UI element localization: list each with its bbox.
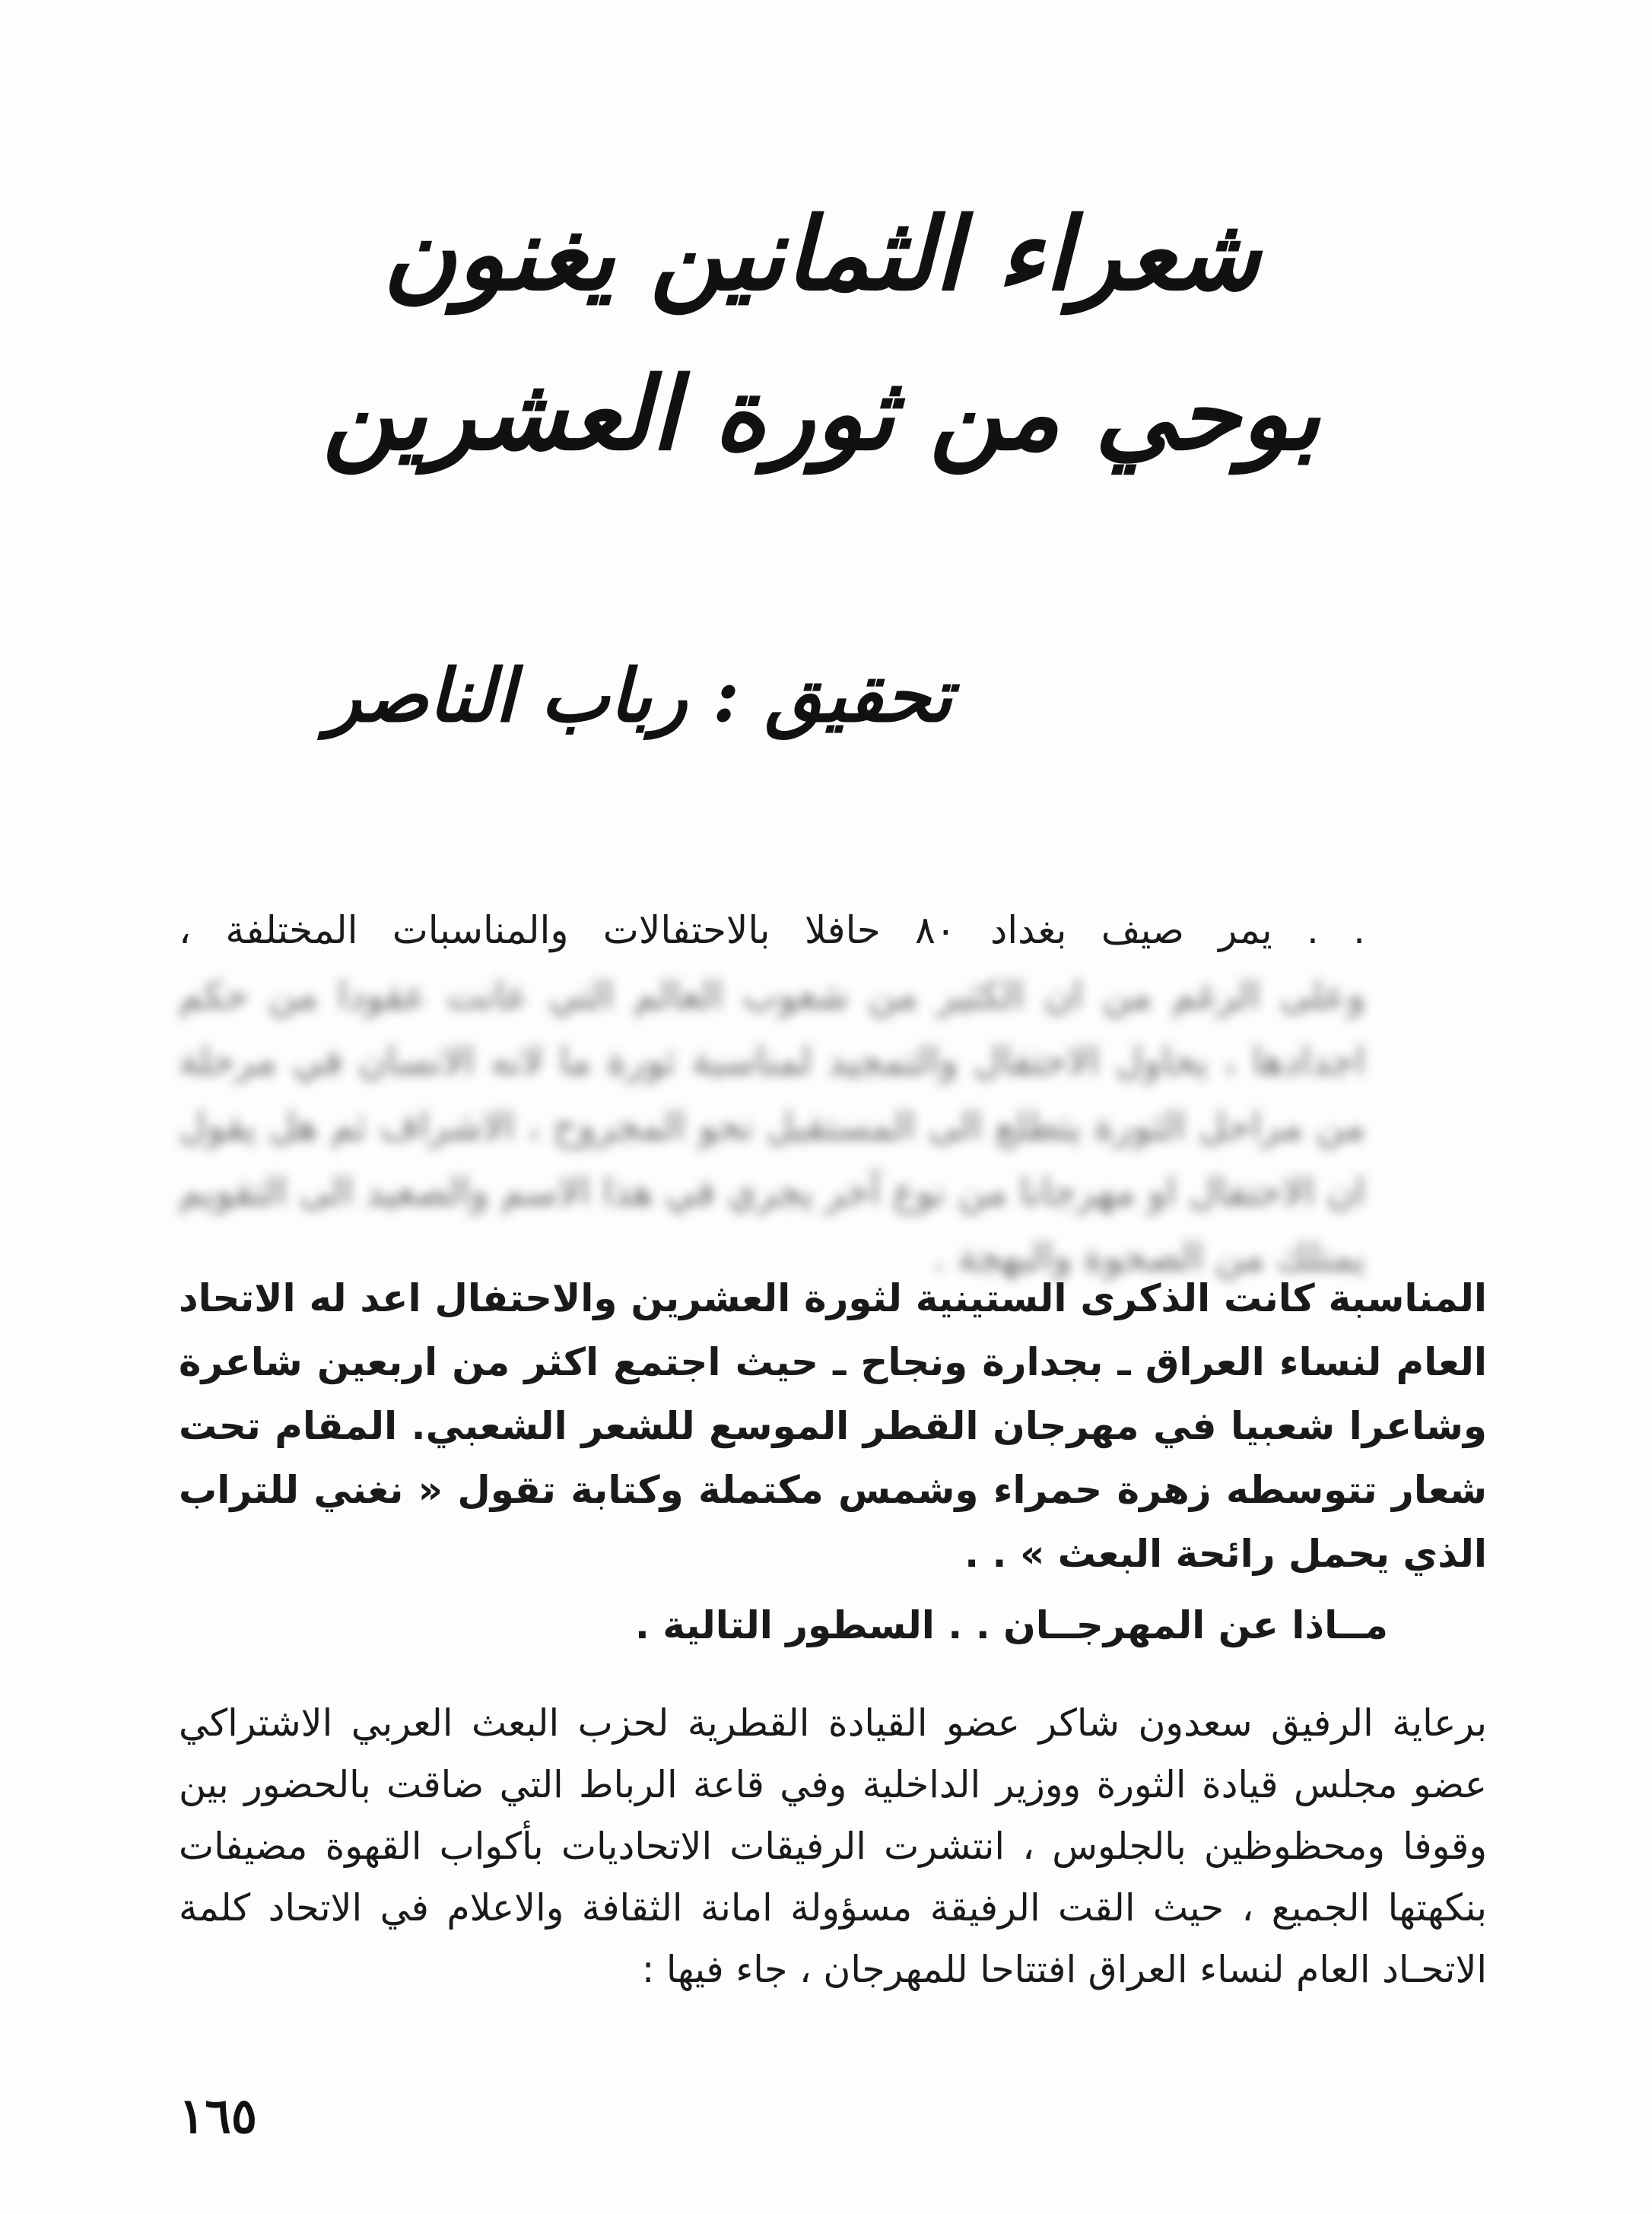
- page-number: ١٦٥: [179, 2088, 258, 2145]
- article-title-line-2: بوحي من ثورة العشرين: [322, 355, 1320, 473]
- section-question: مــاذا عن المهرجــان . . السطور التالية .: [634, 1603, 1388, 1647]
- intro-paragraph: [179, 897, 1365, 1290]
- intro-first-line: . . يمر صيف بغداد ٨٠ حافلا بالاحتفالات والمناسبات المختلفة ،: [179, 908, 1366, 952]
- intro-blurred-text: وعلى الرغم من ان الكثير من شعوب العالم التي عانت عقودا من حكم اجدادها ، يحاول الاحتفال والتمجيد لمناسبة ثورة ما لانه الانسان في مرحلة من مراحل الثورة يتطلع الى المستقبل نحو المجروح ، الاشراف ثم هل يقول ان الاحتفال او مهرجانا من نوع آخر يجري في هذا الاسم والصعيد الى التقويم يمتلك من الصحوة والبهجة .: [179, 974, 1365, 1279]
- article-title-line-1: شعراء الثمانين يغنون: [383, 195, 1260, 313]
- byline: تحقيق : رباب الناصر: [326, 653, 952, 739]
- main-paragraph: المناسبة كانت الذكرى الستينية لثورة العشرين والاحتفال اعد له الاتحاد العام لنساء العراق ـ بجدارة ونجاح ـ حيث اجتمع اكثر من اربعين شاعرة وشاعرا شعبيا في مهرجان القطر الموسع للشعر الشعبي. المقام تحت شعار تتوسطه زهرة حمراء وشمس مكتملة وكتابة تقول « نغني للتراب الذي يحمل رائحة البعث » . .: [179, 1276, 1487, 1576]
- body-paragraph: برعاية الرفيق سعدون شاكر عضو القيادة القطرية لحزب البعث العربي الاشتراكي عضو مجلس قيادة الثورة ووزير الداخلية وفي قاعة الرباط التي ضاقت بالحضور بين وقوفا ومحظوظين بالجلوس ، انتشرت الرفيقات الاتحاديات بأكواب القهوة مضيفات بنكهتها الجميع ، حيث القت الرفيقة مسؤولة امانة الثقافة والاعلام في الاتحاد كلمة الاتحـاد العام لنساء العراق افتتاحا للمهرجان ، جاء فيها :: [179, 1701, 1487, 1991]
